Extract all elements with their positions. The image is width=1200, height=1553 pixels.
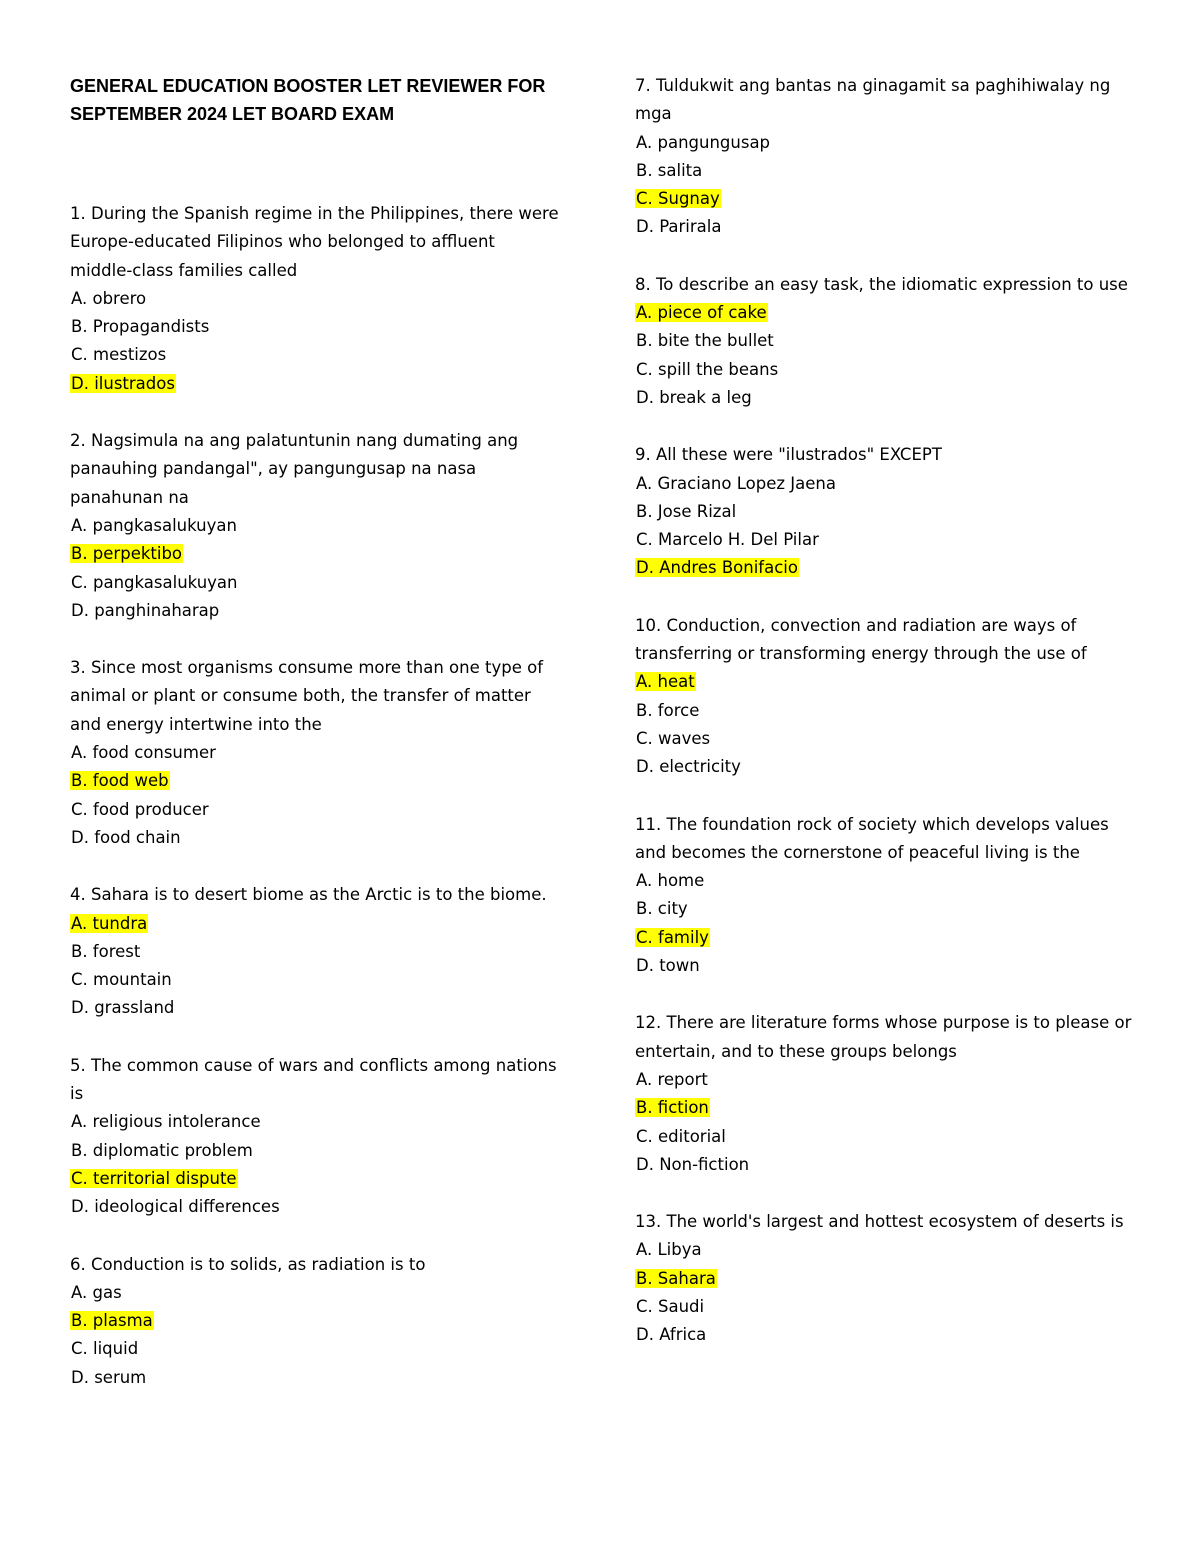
answer-option [635,526,1140,554]
question-stem: 8. To describe an easy task, the idiomatic expression to use [635,274,1128,294]
option-text: D. ideological differences [71,1197,280,1217]
question-12 [635,1009,1140,1179]
answer-option [635,697,1140,725]
answer-option [635,1123,1140,1151]
option-text: B. diplomatic problem [71,1140,253,1160]
answer-option-highlighted [70,1307,560,1335]
answer-option [70,994,560,1022]
answer-option [70,512,560,540]
answer-option [635,753,1140,781]
option-text: D. ilustrados [71,373,175,393]
title-line-2: SEPTEMBER 2024 LET BOARD EXAM [70,104,395,124]
option-text: D. Andres Bonifacio [636,558,798,578]
question-2 [70,427,560,625]
answer-option [635,1236,1140,1264]
option-text: A. gas [71,1282,122,1302]
left-column [70,72,560,1421]
answer-option [70,341,560,369]
option-text: C. waves [636,728,711,748]
answer-option [70,1364,560,1392]
question-stem: 11. The foundation rock of society which develops values and becomes the cornerstone of peaceful living is the [635,814,1109,862]
question-6 [70,1251,560,1392]
question-stem: 3. Since most organisms consume more than one type of animal or plant or consume both, the transfer of matter and energy intertwine into the [70,658,544,734]
option-text: C. editorial [636,1126,726,1146]
left-questions [70,200,560,1392]
option-text: C. Saudi [636,1296,705,1316]
option-text: A. piece of cake [636,303,767,323]
answer-option [635,327,1140,355]
question-stem: 10. Conduction, convection and radiation are ways of transferring or transforming energy through the use of [635,615,1087,664]
option-text: D. Non-fiction [636,1154,750,1174]
question-5 [70,1052,560,1222]
answer-option [70,285,560,313]
answer-option-highlighted [635,554,1140,582]
answer-option-highlighted [635,185,1140,213]
option-text: B. food web [71,771,169,791]
answer-option-highlighted [70,910,560,938]
option-text: B. Propagandists [71,317,210,337]
question-13 [635,1208,1140,1349]
option-text: B. city [636,899,688,919]
question-9 [635,441,1140,582]
option-text: B. fiction [636,1098,709,1118]
question-stem: 9. All these were "ilustrados" EXCEPT [635,445,942,465]
answer-option [70,1279,560,1307]
answer-option [635,952,1140,980]
option-text: B. bite the bullet [636,331,774,351]
answer-option [635,498,1140,526]
answer-option-highlighted [635,1265,1140,1293]
option-text: A. heat [636,672,695,692]
answer-option [635,129,1140,157]
answer-option [635,157,1140,185]
right-questions [635,72,1140,1350]
option-text: C. mestizos [71,345,167,365]
question-4 [70,881,560,1022]
option-text: B. perpektibo [71,544,183,564]
answer-option [635,1321,1140,1349]
option-text: C. pangkasalukuyan [71,572,238,592]
answer-option [635,1151,1140,1179]
answer-option [70,938,560,966]
question-stem: 13. The world's largest and hottest ecosystem of deserts is [635,1212,1124,1232]
answer-option [70,966,560,994]
question-stem: 1. During the Spanish regime in the Philippines, there were Europe-educated Filipinos who belonged to affluent middle-class families called [70,204,559,280]
option-text: C. Sugnay [636,189,720,209]
question-stem: 6. Conduction is to solids, as radiation is to [70,1254,426,1274]
option-text: A. pangungusap [636,132,771,152]
option-text: D. electricity [636,757,741,777]
option-text: A. Libya [636,1240,702,1260]
question-stem: 2. Nagsimula na ang palatuntunin nang dumating ang panauhing pandangal", ay pangungusap na nasa panahunan na [70,431,519,507]
answer-option [70,1108,560,1136]
question-1 [70,200,560,398]
option-text: A. Graciano Lopez Jaena [636,473,836,493]
option-text: D. panghinaharap [71,600,220,620]
question-stem: 4. Sahara is to desert biome as the Arctic is to the biome. [70,885,547,905]
question-stem: 12. There are literature forms whose purpose is to please or entertain, and to these groups belongs [635,1013,1132,1061]
answer-option-highlighted [635,1094,1140,1122]
question-stem: 5. The common cause of wars and conflicts among nations is [70,1055,557,1104]
option-text: A. food consumer [71,743,216,763]
option-text: D. town [636,956,700,976]
option-text: B. forest [71,941,141,961]
option-text: C. spill the beans [636,359,779,379]
answer-option [635,213,1140,241]
answer-option [70,796,560,824]
answer-option-highlighted [635,299,1140,327]
answer-option [70,1193,560,1221]
question-7 [635,72,1140,242]
option-text: C. territorial dispute [71,1168,237,1188]
option-text: B. Jose Rizal [636,501,737,521]
option-text: B. Sahara [636,1268,716,1288]
option-text: D. Parirala [636,217,722,237]
answer-option-highlighted [70,1165,560,1193]
question-10 [635,612,1140,782]
answer-option [70,739,560,767]
right-column [635,72,1140,1379]
option-text: A. pangkasalukuyan [71,515,237,535]
question-8 [635,271,1140,412]
answer-option [635,895,1140,923]
answer-option [635,384,1140,412]
option-text: D. break a leg [636,387,752,407]
option-text: A. tundra [71,913,148,933]
answer-option-highlighted [70,767,560,795]
answer-option [70,569,560,597]
question-stem: 7. Tuldukwit ang bantas na ginagamit sa paghihiwalay ng mga [635,76,1111,124]
answer-option [70,597,560,625]
question-11 [635,811,1140,981]
option-text: D. food chain [71,827,181,847]
answer-option [635,1066,1140,1094]
answer-option [70,1335,560,1363]
option-text: C. family [636,927,709,947]
answer-option [70,313,560,341]
answer-option [635,725,1140,753]
option-text: C. Marcelo H. Del Pilar [636,530,819,550]
answer-option-highlighted [635,668,1140,696]
option-text: C. mountain [71,970,172,990]
answer-option [635,356,1140,384]
answer-option [70,1137,560,1165]
option-text: B. plasma [71,1311,153,1331]
answer-option-highlighted [635,924,1140,952]
answer-option [635,470,1140,498]
answer-option-highlighted [70,540,560,568]
option-text: D. grassland [71,998,175,1018]
title-line-1: GENERAL EDUCATION BOOSTER LET REVIEWER FOR [70,76,546,96]
option-text: C. food producer [71,799,209,819]
option-text: C. liquid [71,1339,139,1359]
answer-option [635,1293,1140,1321]
option-text: A. obrero [71,288,147,308]
option-text: D. serum [71,1367,147,1387]
answer-option-highlighted [70,370,560,398]
answer-option [70,824,560,852]
option-text: A. report [636,1069,708,1089]
option-text: A. religious intolerance [71,1112,261,1132]
document-title [70,72,560,128]
option-text: B. salita [636,160,703,180]
option-text: D. Africa [636,1325,707,1345]
answer-option [635,867,1140,895]
option-text: B. force [636,700,700,720]
question-3 [70,654,560,852]
option-text: A. home [636,871,705,891]
